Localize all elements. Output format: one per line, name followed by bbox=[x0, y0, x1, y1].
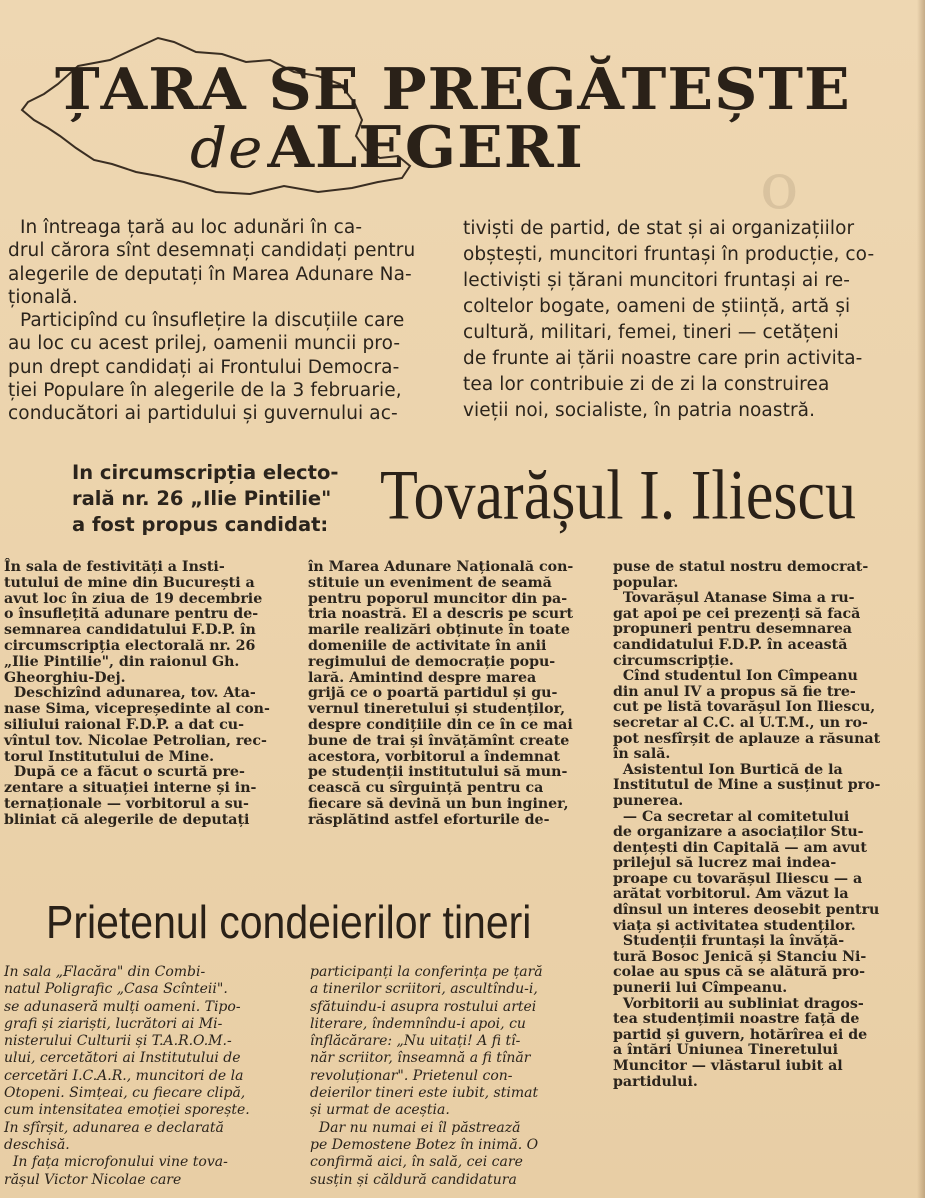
text-line: răsplătind astfel eforturile de- bbox=[308, 811, 550, 828]
text-line: deierilor tineri este iubit, stimat bbox=[310, 1085, 539, 1102]
article1-col3 bbox=[613, 560, 913, 1090]
text-line: și urmat de aceștia. bbox=[310, 1102, 450, 1119]
text-line: După ce a făcut o scurtă pre- bbox=[4, 764, 245, 781]
article1-kicker bbox=[72, 460, 338, 538]
text-line: semnarea candidatului F.D.P. în bbox=[4, 622, 256, 639]
intro-line: In întreaga țară au loc adunări în ca- bbox=[8, 217, 363, 238]
text-line: rășul Victor Nicolae care bbox=[4, 1171, 182, 1188]
text-line: se adunaseră mulți oameni. Tipo- bbox=[4, 998, 241, 1015]
text-line: fiecare să devină un bun inginer, bbox=[308, 795, 569, 812]
headline-de: de bbox=[190, 115, 264, 181]
text-line: a întări Uniunea Tineretului bbox=[613, 1042, 839, 1059]
text-line: popular. bbox=[613, 574, 679, 591]
text-line: grijă ce o poartă partidul și gu- bbox=[308, 685, 558, 702]
text-line: ternaționale — vorbitorul a su- bbox=[4, 795, 249, 812]
article1-title: Tovarășul I. Iliescu bbox=[380, 456, 856, 535]
text-line: torul Institutului de Mine. bbox=[4, 748, 215, 765]
text-line: cut pe listă tovarășul Ion Iliescu, bbox=[613, 699, 876, 716]
text-line: vernul tineretului și studenților, bbox=[308, 701, 566, 718]
text-line: deschisă. bbox=[4, 1136, 70, 1153]
intro-line: tea lor contribuie zi de zi la construirea bbox=[463, 374, 830, 395]
text-line: literare, îndemnîndu-i apoi, cu bbox=[310, 1015, 526, 1032]
text-line: natul Poligrafic „Casa Scînteii". bbox=[4, 981, 228, 998]
text-line: tea studențimii noastre față de bbox=[613, 1011, 860, 1028]
text-line: dențești din Capitală — am avut bbox=[613, 839, 867, 856]
text-line: în sală. bbox=[613, 746, 671, 763]
text-line: Muncitor — vlăstarul iubit al bbox=[613, 1058, 843, 1074]
text-line: puse de statul nostru democrat- bbox=[613, 559, 869, 575]
text-line: cească cu sîrguință pentru ca bbox=[308, 780, 544, 797]
intro-line: alegerile de deputați în Marea Adunare Na- bbox=[8, 263, 412, 285]
text-line: stituie un eveniment de seamă bbox=[308, 574, 552, 591]
text-line: cercetări I.C.A.R., muncitori de la bbox=[4, 1067, 244, 1084]
text-line: secretar al C.C. al U.T.M., un ro- bbox=[613, 714, 868, 731]
intro-line: vieții noi, socialiste, în patria noastră. bbox=[463, 400, 816, 421]
text-line: — Ca secretar al comitetului bbox=[613, 808, 850, 825]
text-line: ului, cercetători ai Institutului de bbox=[4, 1050, 241, 1067]
intro-line: lectiviști și țărani muncitori fruntași ai re- bbox=[463, 270, 851, 291]
text-line: proape cu tovarășul Iliescu — a bbox=[613, 870, 863, 887]
text-line: propuneri pentru desemnarea bbox=[613, 621, 852, 638]
text-line: înflăcărare: „Nu uitați! A fi tî- bbox=[310, 1033, 521, 1050]
text-line: gat apoi pe cei prezenți să facă bbox=[613, 605, 861, 622]
text-line: In sfîrșit, adunarea e declarată bbox=[4, 1119, 224, 1136]
text-line: Vorbitorii au subliniat dragos- bbox=[613, 995, 864, 1012]
text-line: tria noastră. El a descris pe scurt bbox=[308, 606, 574, 623]
article2-col1 bbox=[4, 964, 304, 1189]
text-line: bliniat că alegerile de deputați bbox=[4, 811, 250, 828]
intro-right-column bbox=[463, 216, 918, 424]
intro-line: de frunte ai țării noastre care prin activita- bbox=[463, 348, 863, 369]
text-line: din anul IV a propus să fie tre- bbox=[613, 683, 856, 700]
text-line: prilejul să lucrez mai indea- bbox=[613, 855, 837, 872]
text-line: confirmă aici, în sală, cei care bbox=[310, 1154, 523, 1171]
intro-line: coltelor bogate, oameni de știință, artă și bbox=[463, 296, 851, 317]
text-line: partid și guvern, hotărîrea ei de bbox=[613, 1026, 868, 1043]
text-line: susțin și căldură candidatura bbox=[310, 1171, 517, 1188]
text-line: grafi și ziariști, lucrători ai Mi- bbox=[4, 1015, 223, 1032]
article2-title: Prietenul condeierilor tineri bbox=[46, 896, 532, 949]
intro-line: conducători ai partidului și guvernului ac- bbox=[8, 403, 398, 425]
text-line: dînsul un interes deosebit pentru bbox=[613, 902, 880, 919]
intro-line: ției Populare în alegerile de la 3 februarie, bbox=[8, 380, 402, 402]
text-line: viața și activitatea studenților. bbox=[613, 917, 856, 934]
text-line: În sala de festivități a Insti- bbox=[4, 559, 225, 575]
text-line: tură Bosoc Jenică și Stanciu Ni- bbox=[613, 948, 867, 965]
text-line: Deschizînd adunarea, tov. Ata- bbox=[4, 685, 256, 702]
intro-left-column bbox=[8, 216, 458, 426]
text-line: domeniile de activitate în anii bbox=[308, 637, 547, 654]
page-edge bbox=[917, 0, 925, 1198]
intro-line: drul cărora sînt desemnați candidați pentru bbox=[8, 240, 416, 262]
text-line: circumscripția electorală nr. 26 bbox=[4, 637, 256, 654]
text-line: punerea. bbox=[613, 792, 684, 809]
text-line: Studenții fruntași la învăță- bbox=[613, 933, 845, 950]
text-line: In fața microfonului vine tova- bbox=[4, 1154, 228, 1171]
kicker-line: In circumscripția electo- bbox=[72, 461, 339, 484]
text-line: nase Sima, vicepreședinte al con- bbox=[4, 701, 270, 718]
intro-line: cultură, militari, femei, tineri — cetățeni bbox=[463, 322, 839, 343]
headline-alegeri: ALEGERI bbox=[267, 114, 584, 182]
text-line: „Ilie Pintilie", din raionul Gh. bbox=[4, 653, 240, 670]
text-line: de organizare a asociaților Stu- bbox=[613, 824, 864, 841]
intro-line: Participînd cu însuflețire la discuțiile care bbox=[8, 310, 405, 332]
text-line: nisterului Culturii și T.A.R.O.M.- bbox=[4, 1033, 232, 1050]
text-line: zentare a situației interne și in- bbox=[4, 780, 257, 797]
text-line: Otopeni. Simțeai, cu fiecare clipă, bbox=[4, 1085, 246, 1102]
text-line: revoluționar". Prietenul con- bbox=[310, 1067, 513, 1084]
intro-line: tiviști de partid, de stat și ai organizațiilor bbox=[463, 218, 855, 239]
text-line: Cînd studentul Ion Cîmpeanu bbox=[613, 668, 858, 685]
text-line: colae au spus că se alătură pro- bbox=[613, 964, 865, 981]
text-line: pe Demostene Botez în inimă. O bbox=[310, 1136, 539, 1153]
text-line: cum intensitatea emoției sporește. bbox=[4, 1102, 250, 1119]
intro-line: țională. bbox=[8, 286, 78, 308]
text-line: participanți la conferința pe țară bbox=[310, 964, 543, 980]
text-line: circumscripție. bbox=[613, 652, 734, 669]
text-line: Asistentul Ion Burtică de la bbox=[613, 761, 843, 778]
intro-line: pun drept candidați ai Frontului Democra- bbox=[8, 356, 400, 378]
text-line: bune de trai și învățămînt create bbox=[308, 732, 570, 749]
text-line: în Marea Adunare Națională con- bbox=[308, 559, 574, 575]
text-line: pe studenții institutului să mun- bbox=[308, 764, 568, 781]
text-line: o însuflețită adunare pentru de- bbox=[4, 606, 259, 623]
kicker-line: rală nr. 26 „Ilie Pintilie" bbox=[72, 487, 332, 510]
text-line: a tinerilor scriitori, ascultîndu-i, bbox=[310, 981, 538, 998]
text-line: năr scriitor, înseamnă a fi tînăr bbox=[310, 1050, 531, 1067]
text-line: Gheorghiu-Dej. bbox=[4, 669, 126, 686]
text-line: avut loc în ziua de 19 decembrie bbox=[4, 590, 263, 607]
article2-col2 bbox=[310, 964, 610, 1189]
headline-line2 bbox=[190, 114, 584, 182]
article1-col1 bbox=[4, 560, 302, 829]
text-line: vîntul tov. Nicolae Petrolian, rec- bbox=[4, 732, 267, 749]
text-line: regimului de democrație popu- bbox=[308, 653, 556, 670]
text-line: candidatului F.D.P. în această bbox=[613, 636, 848, 653]
text-line: Tovarășul Atanase Sima a ru- bbox=[613, 590, 855, 607]
text-line: despre condițiile din ce în ce mai bbox=[308, 716, 573, 733]
intro-line: au loc cu acest prilej, oamenii muncii pro- bbox=[8, 333, 401, 355]
text-line: In sala „Flacăra" din Combi- bbox=[4, 964, 206, 980]
text-line: marile realizări obținute în toate bbox=[308, 622, 570, 639]
kicker-line: a fost propus candidat: bbox=[72, 513, 329, 536]
bleed-through-text: ο bbox=[760, 150, 799, 224]
text-line: siliului raional F.D.P. a dat cu- bbox=[4, 716, 244, 733]
text-line: Dar nu numai ei îl păstrează bbox=[310, 1119, 521, 1136]
text-line: tutului de mine din București a bbox=[4, 574, 255, 591]
text-line: pentru poporul muncitor din pa- bbox=[308, 590, 568, 607]
intro-line: obștești, muncitori fruntași în producție, co- bbox=[463, 244, 875, 265]
text-line: pot nesfîrșit de aplauze a răsunat bbox=[613, 730, 881, 747]
headline-line1: ȚARA SE PREGĂTEȘTE bbox=[55, 56, 851, 124]
text-line: partidului. bbox=[613, 1073, 698, 1090]
text-line: sfătuindu-i asupra rostului artei bbox=[310, 998, 537, 1015]
text-line: Institutul de Mine a susținut pro- bbox=[613, 777, 881, 794]
text-line: acestora, vorbitorul a îndemnat bbox=[308, 748, 560, 765]
text-line: lară. Amintind despre marea bbox=[308, 669, 537, 686]
article1-col2 bbox=[308, 560, 608, 829]
text-line: arătat vorbitorul. Am văzut la bbox=[613, 886, 849, 903]
text-line: punerii lui Cîmpeanu. bbox=[613, 980, 788, 997]
